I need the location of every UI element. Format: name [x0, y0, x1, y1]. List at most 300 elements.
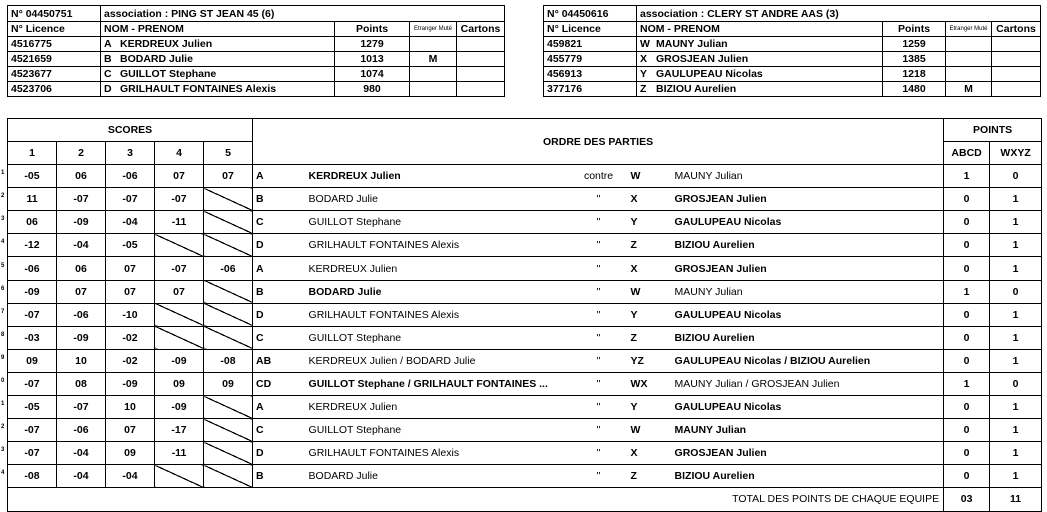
points-wxyz: 1: [990, 234, 1042, 257]
match-row: [8, 165, 1042, 188]
points-wxyz: 0: [990, 165, 1042, 188]
away-player: GAULUPEAU Nicolas: [671, 396, 944, 419]
player-name-cell: [637, 52, 883, 67]
away-player: GROSJEAN Julien: [671, 442, 944, 465]
player-mute: [410, 82, 457, 97]
set-score: [1, 257, 57, 280]
points-wxyz: 1: [990, 419, 1042, 442]
player-row: [8, 82, 505, 97]
points-abcd: 0: [944, 465, 990, 488]
team-a-number: N° 04450751: [8, 6, 101, 22]
player-points: 1385: [883, 52, 946, 67]
away-player: MAUNY Julian / GROSJEAN Julien: [671, 372, 944, 395]
set-score: -04: [57, 234, 106, 257]
player-licence: 4523677: [8, 67, 101, 82]
versus-label: ": [579, 396, 619, 419]
set-number-2: 2: [57, 142, 106, 165]
team-b-col-etranger: Etranger Muté: [946, 22, 992, 37]
set-score: -09: [155, 349, 204, 372]
set-score: [1, 188, 57, 211]
empty-set-cell: [204, 188, 253, 211]
empty-set-cell: [204, 442, 253, 465]
empty-set-cell: [204, 326, 253, 349]
player-name: BODARD Julie: [120, 53, 193, 65]
match-number: 0: [1, 377, 5, 384]
player-row: [8, 67, 505, 82]
away-player: BIZIOU Aurelien: [671, 234, 944, 257]
player-row: [8, 37, 505, 52]
set-score: 07: [204, 165, 253, 188]
player-points: 1480: [883, 82, 946, 97]
empty-set-cell: [155, 326, 204, 349]
empty-set-cell: [204, 419, 253, 442]
player-mute: M: [946, 82, 992, 97]
home-letter: A: [253, 396, 305, 419]
player-cartons: [457, 82, 505, 97]
player-mute: [946, 37, 992, 52]
versus-label: ": [579, 211, 619, 234]
match-number: 1: [1, 401, 5, 408]
points-wxyz: 1: [990, 465, 1042, 488]
set-score: -11: [155, 442, 204, 465]
home-letter: C: [253, 419, 305, 442]
total-wxyz: 11: [990, 488, 1042, 511]
player-points: 1218: [883, 67, 946, 82]
player-mute: [946, 52, 992, 67]
match-row: [8, 465, 1042, 488]
player-points: 1074: [335, 67, 410, 82]
away-letter: W: [619, 280, 671, 303]
set-score: 07: [155, 280, 204, 303]
scores-header: SCORES: [8, 119, 253, 142]
set-score-value: -05: [24, 170, 40, 183]
player-letter: A: [104, 38, 112, 50]
match-row: [8, 326, 1042, 349]
total-abcd: 03: [944, 488, 990, 511]
set-score: [1, 326, 57, 349]
away-letter: Y: [619, 396, 671, 419]
home-letter: D: [253, 303, 305, 326]
away-letter: Z: [619, 234, 671, 257]
player-mute: [946, 67, 992, 82]
set-score: [1, 465, 57, 488]
versus-label: contre: [579, 165, 619, 188]
set-score: 07: [106, 280, 155, 303]
match-number: 2: [1, 193, 5, 200]
match-number: 7: [1, 308, 5, 315]
away-letter: Z: [619, 326, 671, 349]
versus-label: ": [579, 419, 619, 442]
set-score: -04: [106, 211, 155, 234]
set-score: [1, 349, 57, 372]
versus-label: ": [579, 234, 619, 257]
set-score-value: -05: [24, 401, 40, 414]
player-cartons: [992, 67, 1041, 82]
points-abcd: 0: [944, 419, 990, 442]
away-player: BIZIOU Aurelien: [671, 465, 944, 488]
home-letter: B: [253, 188, 305, 211]
empty-set-cell: [204, 303, 253, 326]
player-row: [544, 37, 1041, 52]
points-abcd: 0: [944, 349, 990, 372]
set-score: [1, 280, 57, 303]
player-row: [544, 52, 1041, 67]
versus-label: ": [579, 326, 619, 349]
match-number: 9: [1, 354, 5, 361]
match-row: [8, 211, 1042, 234]
set-score: 07: [106, 419, 155, 442]
player-row: [544, 82, 1041, 97]
set-score: 06: [57, 257, 106, 280]
team-b-association: association : CLERY ST ANDRE AAS (3): [637, 6, 1041, 22]
away-player: MAUNY Julian: [671, 419, 944, 442]
set-score: 09: [106, 442, 155, 465]
set-score: 09: [155, 372, 204, 395]
player-letter: B: [104, 53, 112, 65]
points-abcd: 1: [944, 372, 990, 395]
set-score: -09: [155, 396, 204, 419]
player-name-cell: [637, 82, 883, 97]
wxyz-header: WXYZ: [990, 142, 1042, 165]
away-letter: X: [619, 188, 671, 211]
home-letter: C: [253, 326, 305, 349]
match-row: [8, 188, 1042, 211]
player-cartons: [457, 67, 505, 82]
team-a-col-name: NOM - PRENOM: [101, 22, 335, 37]
home-letter: B: [253, 465, 305, 488]
away-letter: W: [619, 419, 671, 442]
player-name: GAULUPEAU Nicolas: [656, 68, 763, 80]
match-row: [8, 396, 1042, 419]
points-abcd: 0: [944, 326, 990, 349]
away-letter: Y: [619, 211, 671, 234]
set-score: 08: [57, 372, 106, 395]
points-abcd: 0: [944, 211, 990, 234]
away-player: MAUNY Julian: [671, 165, 944, 188]
set-score: -08: [204, 349, 253, 372]
empty-set-cell: [204, 211, 253, 234]
away-letter: X: [619, 442, 671, 465]
match-row: [8, 234, 1042, 257]
set-score: -17: [155, 419, 204, 442]
home-player: KERDREUX Julien: [305, 165, 579, 188]
set-score-value: -07: [24, 377, 40, 390]
versus-label: ": [579, 280, 619, 303]
player-row: [544, 67, 1041, 82]
set-score: -09: [106, 372, 155, 395]
set-score-value: 09: [26, 354, 38, 367]
away-letter: W: [619, 165, 671, 188]
team-b-col-name: NOM - PRENOM: [637, 22, 883, 37]
home-letter: A: [253, 165, 305, 188]
empty-set-cell: [204, 465, 253, 488]
home-player: GRILHAULT FONTAINES Alexis: [305, 442, 579, 465]
set-score: -04: [106, 465, 155, 488]
empty-set-cell: [155, 234, 204, 257]
match-number: 3: [1, 447, 5, 454]
match-row: [8, 372, 1042, 395]
team-b-col-licence: N° Licence: [544, 22, 637, 37]
set-score-value: 06: [26, 216, 38, 229]
set-score: -06: [57, 419, 106, 442]
set-score: -07: [155, 257, 204, 280]
set-score: -07: [106, 188, 155, 211]
player-licence: 456913: [544, 67, 637, 82]
match-number: 6: [1, 285, 5, 292]
match-number: 3: [1, 216, 5, 223]
points-header: POINTS: [944, 119, 1042, 142]
player-cartons: [457, 52, 505, 67]
match-number: 1: [1, 170, 5, 177]
home-player: BODARD Julie: [305, 465, 579, 488]
points-wxyz: 1: [990, 396, 1042, 419]
player-licence: 4516775: [8, 37, 101, 52]
match-number: 4: [1, 239, 5, 246]
match-row: [8, 280, 1042, 303]
player-name: GUILLOT Stephane: [120, 68, 217, 80]
total-label: TOTAL DES POINTS DE CHAQUE EQUIPE: [8, 488, 944, 511]
empty-set-cell: [155, 303, 204, 326]
set-score-value: -07: [24, 424, 40, 437]
points-abcd: 0: [944, 234, 990, 257]
set-score-value: -07: [24, 308, 40, 321]
player-points: 1013: [335, 52, 410, 67]
set-score: -11: [155, 211, 204, 234]
home-player: GUILLOT Stephane / GRILHAULT FONTAINES ...: [305, 372, 579, 395]
away-player: GAULUPEAU Nicolas: [671, 211, 944, 234]
match-row: [8, 349, 1042, 372]
set-score: -04: [57, 442, 106, 465]
match-row: [8, 303, 1042, 326]
player-letter: D: [104, 83, 112, 95]
away-player: BIZIOU Aurelien: [671, 326, 944, 349]
points-wxyz: 1: [990, 349, 1042, 372]
team-a-association: association : PING ST JEAN 45 (6): [101, 6, 505, 22]
set-score: 06: [57, 165, 106, 188]
home-letter: C: [253, 211, 305, 234]
away-player: GAULUPEAU Nicolas: [671, 303, 944, 326]
order-header: ORDRE DES PARTIES: [253, 119, 944, 165]
match-number: 2: [1, 424, 5, 431]
team-b-col-points: Points: [883, 22, 946, 37]
set-score: [1, 419, 57, 442]
home-player: KERDREUX Julien: [305, 396, 579, 419]
match-table: [1, 118, 1042, 512]
versus-label: ": [579, 349, 619, 372]
points-abcd: 0: [944, 396, 990, 419]
team-a-col-cartons: Cartons: [457, 22, 505, 37]
set-score: [1, 234, 57, 257]
player-name: MAUNY Julian: [656, 38, 728, 50]
home-player: GRILHAULT FONTAINES Alexis: [305, 234, 579, 257]
home-letter: CD: [253, 372, 305, 395]
points-abcd: 0: [944, 303, 990, 326]
away-player: GAULUPEAU Nicolas / BIZIOU Aurelien: [671, 349, 944, 372]
set-score: -06: [57, 303, 106, 326]
set-score: [1, 372, 57, 395]
away-letter: WX: [619, 372, 671, 395]
points-wxyz: 1: [990, 303, 1042, 326]
player-licence: 455779: [544, 52, 637, 67]
set-score: 07: [155, 165, 204, 188]
team-b-col-cartons: Cartons: [992, 22, 1041, 37]
away-player: GROSJEAN Julien: [671, 188, 944, 211]
set-score: -04: [57, 465, 106, 488]
set-score: 10: [106, 396, 155, 419]
set-number-3: 3: [106, 142, 155, 165]
player-mute: M: [410, 52, 457, 67]
team-a-table: [7, 5, 505, 97]
set-score: -05: [106, 234, 155, 257]
match-number: 8: [1, 331, 5, 338]
points-abcd: 0: [944, 188, 990, 211]
player-cartons: [992, 52, 1041, 67]
player-licence: 459821: [544, 37, 637, 52]
player-mute: [410, 37, 457, 52]
home-letter: D: [253, 442, 305, 465]
empty-set-cell: [204, 396, 253, 419]
set-number-5: 5: [204, 142, 253, 165]
player-row: [8, 52, 505, 67]
set-score: -06: [204, 257, 253, 280]
set-score-value: 11: [26, 193, 38, 206]
home-player: KERDREUX Julien / BODARD Julie: [305, 349, 579, 372]
player-name: BIZIOU Aurelien: [656, 83, 737, 95]
empty-set-cell: [204, 280, 253, 303]
home-player: GUILLOT Stephane: [305, 211, 579, 234]
set-score: 10: [57, 349, 106, 372]
away-letter: YZ: [619, 349, 671, 372]
player-name-cell: [637, 37, 883, 52]
player-name-cell: [101, 37, 335, 52]
team-a-col-licence: N° Licence: [8, 22, 101, 37]
player-cartons: [992, 82, 1041, 97]
player-name-cell: [101, 82, 335, 97]
player-name: GROSJEAN Julien: [656, 53, 749, 65]
away-letter: X: [619, 257, 671, 280]
away-player: GROSJEAN Julien: [671, 257, 944, 280]
versus-label: ": [579, 303, 619, 326]
home-player: GRILHAULT FONTAINES Alexis: [305, 303, 579, 326]
team-a-col-etranger: Etranger Muté: [410, 22, 457, 37]
points-wxyz: 0: [990, 372, 1042, 395]
player-mute: [410, 67, 457, 82]
set-score-value: -06: [24, 262, 40, 275]
set-score: 07: [106, 257, 155, 280]
set-score: 09: [204, 372, 253, 395]
match-number: 5: [1, 262, 5, 269]
home-player: GUILLOT Stephane: [305, 419, 579, 442]
set-score: -09: [57, 326, 106, 349]
points-abcd: 0: [944, 257, 990, 280]
set-score: -10: [106, 303, 155, 326]
home-player: GUILLOT Stephane: [305, 326, 579, 349]
empty-set-cell: [155, 465, 204, 488]
player-cartons: [457, 37, 505, 52]
points-wxyz: 1: [990, 326, 1042, 349]
set-score-value: -12: [24, 239, 40, 252]
player-name: KERDREUX Julien: [120, 38, 213, 50]
empty-set-cell: [204, 234, 253, 257]
points-abcd: 1: [944, 165, 990, 188]
versus-label: ": [579, 465, 619, 488]
points-wxyz: 1: [990, 188, 1042, 211]
set-score: -07: [155, 188, 204, 211]
player-licence: 4523706: [8, 82, 101, 97]
set-score: -02: [106, 349, 155, 372]
versus-label: ": [579, 372, 619, 395]
points-abcd: 0: [944, 442, 990, 465]
set-score-value: -09: [24, 285, 40, 298]
abcd-header: ABCD: [944, 142, 990, 165]
set-score-value: -08: [24, 470, 40, 483]
set-score: -02: [106, 326, 155, 349]
team-b-number: N° 04450616: [544, 6, 637, 22]
player-name-cell: [101, 52, 335, 67]
points-wxyz: 1: [990, 211, 1042, 234]
away-player: MAUNY Julian: [671, 280, 944, 303]
set-score-value: -03: [24, 331, 40, 344]
set-score: [1, 165, 57, 188]
home-player: BODARD Julie: [305, 280, 579, 303]
player-letter: Y: [640, 68, 648, 80]
match-row: [8, 442, 1042, 465]
set-score: -09: [57, 211, 106, 234]
home-letter: AB: [253, 349, 305, 372]
set-score: 07: [57, 280, 106, 303]
versus-label: ": [579, 188, 619, 211]
set-score: [1, 211, 57, 234]
away-letter: Y: [619, 303, 671, 326]
set-score: [1, 303, 57, 326]
player-points: 1259: [883, 37, 946, 52]
player-letter: W: [640, 38, 650, 50]
team-a-col-points: Points: [335, 22, 410, 37]
versus-label: ": [579, 257, 619, 280]
home-player: BODARD Julie: [305, 188, 579, 211]
away-letter: Z: [619, 465, 671, 488]
player-points: 1279: [335, 37, 410, 52]
points-wxyz: 1: [990, 257, 1042, 280]
player-name: GRILHAULT FONTAINES Alexis: [120, 83, 277, 95]
points-abcd: 1: [944, 280, 990, 303]
match-number: 4: [1, 470, 5, 477]
player-name-cell: [101, 67, 335, 82]
player-name-cell: [637, 67, 883, 82]
home-letter: D: [253, 234, 305, 257]
set-score: [1, 442, 57, 465]
points-wxyz: 0: [990, 280, 1042, 303]
player-letter: C: [104, 68, 112, 80]
home-letter: B: [253, 280, 305, 303]
home-letter: A: [253, 257, 305, 280]
player-points: 980: [335, 82, 410, 97]
player-letter: X: [640, 53, 648, 65]
versus-label: ": [579, 442, 619, 465]
player-cartons: [992, 37, 1041, 52]
points-wxyz: 1: [990, 442, 1042, 465]
home-player: KERDREUX Julien: [305, 257, 579, 280]
set-number-4: 4: [155, 142, 204, 165]
set-score: -07: [57, 188, 106, 211]
set-score: -07: [57, 396, 106, 419]
player-licence: 377176: [544, 82, 637, 97]
player-licence: 4521659: [8, 52, 101, 67]
match-row: [8, 257, 1042, 280]
team-b-table: [543, 5, 1041, 97]
set-score: [1, 396, 57, 419]
set-number-1: 1: [8, 142, 57, 165]
